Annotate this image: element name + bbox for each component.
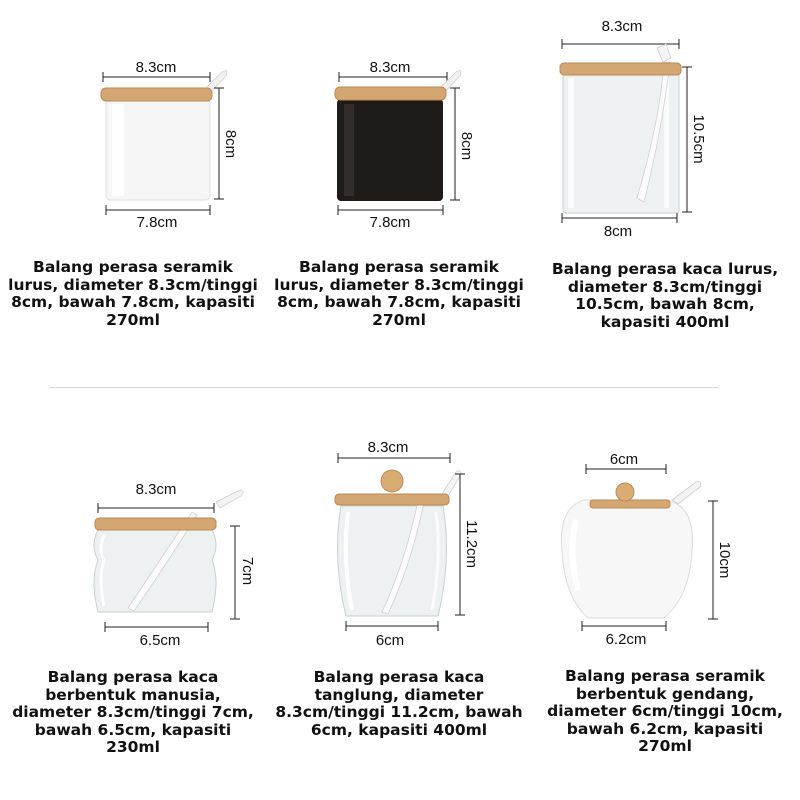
product-card-2 [266,0,532,390]
top-dimension-label: 6cm [609,451,639,468]
product-card-6 [532,400,798,790]
bamboo-lid [335,87,446,100]
product-caption: Balang perasa seramik lurus, diameter 8.3cm/tinggi 8cm, bawah 7.8cm, kapasiti 270ml [274,258,524,329]
bamboo-lid [560,63,681,75]
product-caption: Balang perasa seramik berbentuk gendang, diameter 6cm/tinggi 10cm, bawah 6.2cm, kapasiti 270ml [547,667,783,755]
product-card-5 [266,400,532,790]
height-dimension-label: 11.2cm [463,519,480,569]
bottom-dimension-label: 8cm [603,223,633,240]
bamboo-lid [101,88,212,101]
height-dimension-label: 10cm [716,541,733,579]
top-dimension-label: 8.3cm [369,59,411,76]
top-dimension-label: 8.3cm [601,18,643,35]
product-card-3 [532,0,798,390]
height-dimension-label: 8cm [222,129,239,159]
height-dimension-label: 10.5cm [690,114,707,164]
wavy-glass-jar-image [0,400,266,650]
top-dimension-label: 8.3cm [135,59,177,76]
bamboo-lid [590,500,670,508]
height-dimension-label: 8cm [458,131,475,161]
bottom-dimension-label: 6cm [375,632,405,649]
bottom-dimension-label: 7.8cm [136,214,178,231]
lantern-glass-jar-image [266,400,532,650]
ceramic-body [561,500,692,618]
straight-glass-jar-image [532,0,798,250]
white-ceramic-jar-image [0,0,266,250]
height-dimension-label: 7cm [239,556,256,586]
bottom-dimension-label: 7.8cm [369,214,411,231]
drum-ceramic-jar-image [532,400,798,650]
product-caption: Balang perasa seramik lurus, diameter 8.3cm/tinggi 8cm, bawah 7.8cm, kapasiti 270ml [8,258,258,329]
top-dimension-label: 8.3cm [367,439,409,456]
bamboo-lid [335,494,449,505]
product-card-1 [0,0,266,390]
product-caption: Balang perasa kaca berbentuk manusia, diameter 8.3cm/tinggi 7cm, bawah 6.5cm, kapasiti 230ml [12,668,254,756]
bottom-dimension-label: 6.5cm [139,632,181,649]
product-caption: Balang perasa kaca lurus, diameter 8.3cm/tinggi 10.5cm, bawah 8cm, kapasiti 400ml [551,260,779,331]
bamboo-lid [95,518,216,530]
bottom-dimension-label: 6.2cm [605,631,647,648]
wooden-knob [616,483,634,501]
top-dimension-label: 8.3cm [135,481,177,498]
product-card-4 [0,400,266,790]
product-caption: Balang perasa kaca tanglung, diameter 8.3cm/tinggi 11.2cm, bawah 6cm, kapasiti 400ml [275,668,523,739]
section-divider [50,387,718,388]
wooden-knob [381,470,403,492]
black-ceramic-jar-image [266,0,532,250]
